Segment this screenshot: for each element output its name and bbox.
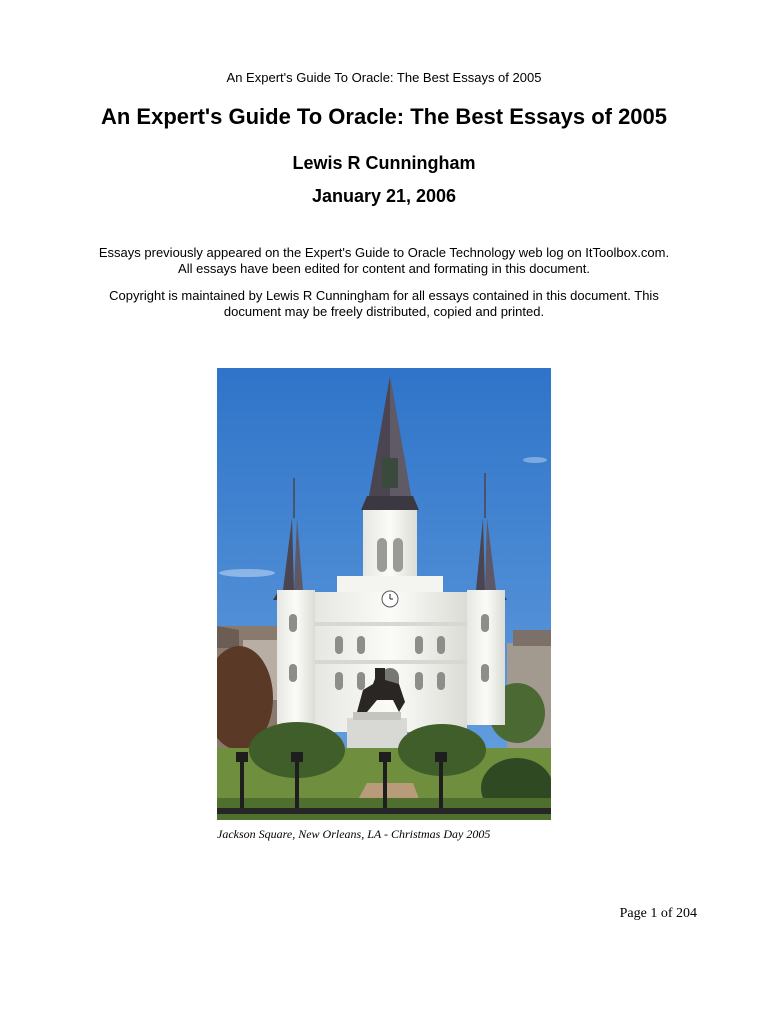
cathedral-photo bbox=[217, 368, 551, 820]
page-number: Page 1 of 204 bbox=[619, 906, 697, 921]
document-title: An Expert's Guide To Oracle: The Best Essays of 2005 bbox=[100, 104, 668, 129]
photo-caption: Jackson Square, New Orleans, LA - Christmas Day 2005 bbox=[217, 827, 491, 841]
copyright-paragraph bbox=[60, 288, 708, 320]
document-author: Lewis R Cunningham bbox=[292, 153, 476, 173]
document-date: January 21, 2006 bbox=[311, 186, 457, 206]
intro-line-1: Essays previously appeared on the Expert's Guide to Oracle Technology web log on ItToolbox.com. bbox=[98, 245, 670, 260]
running-header: An Expert's Guide To Oracle: The Best Essays of 2005 bbox=[226, 70, 542, 85]
copyright-line-2: document may be freely distributed, copied and printed. bbox=[223, 304, 545, 319]
copyright-line-1: Copyright is maintained by Lewis R Cunningham for all essays contained in this document. This bbox=[109, 288, 659, 303]
intro-line-2: All essays have been edited for content and formating in this document. bbox=[178, 261, 590, 276]
intro-paragraph bbox=[60, 245, 708, 277]
